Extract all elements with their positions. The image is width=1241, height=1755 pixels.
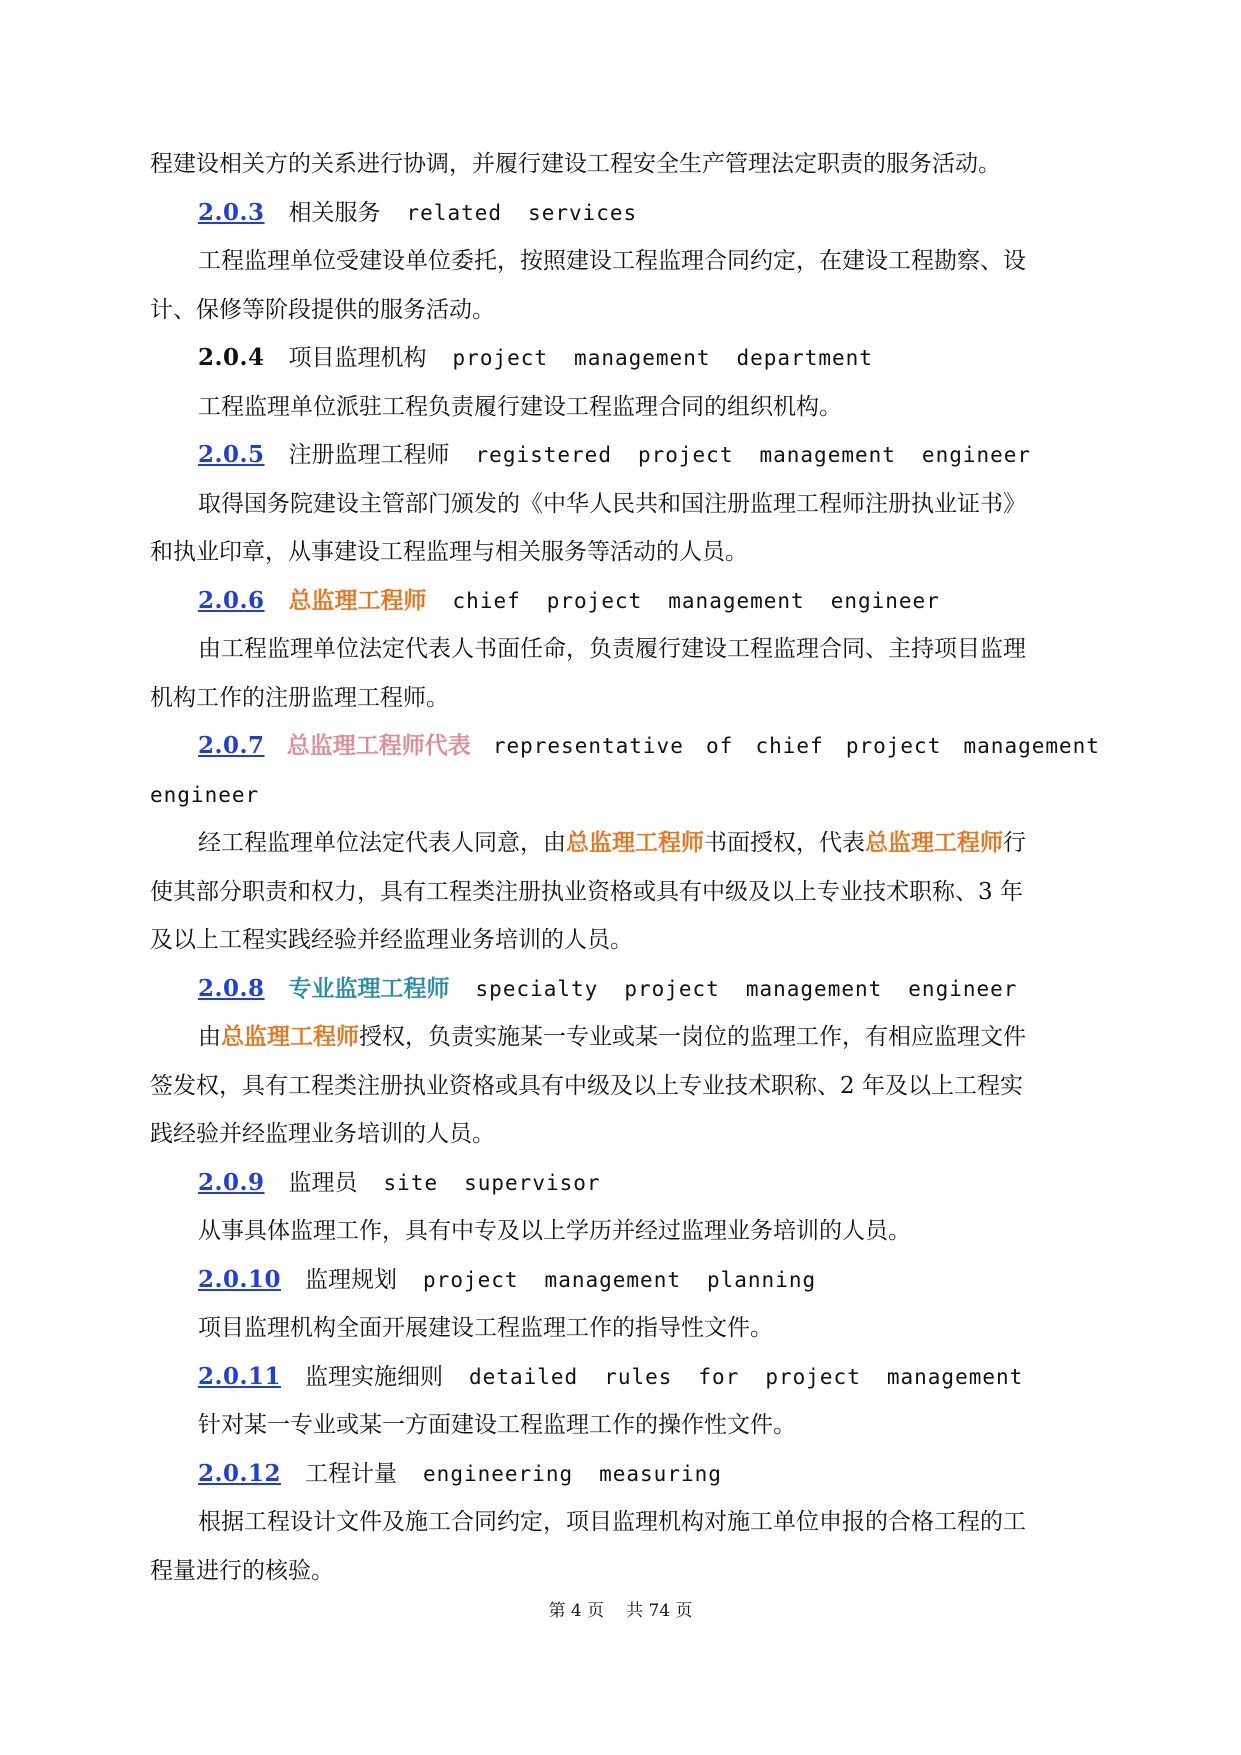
term-en: engineer (150, 782, 260, 807)
definition-text: 行 (1003, 830, 1026, 856)
term-en: engineer (921, 443, 1032, 467)
term-en: project (624, 976, 720, 1001)
clause-link-2-0-7[interactable]: 2.0.7 (198, 732, 265, 759)
term-en: project (765, 1364, 861, 1389)
page-footer (0, 1596, 1241, 1621)
term-reference[interactable]: 总监理工程师 (865, 830, 1003, 856)
term-zh: 相关服务 (288, 199, 381, 226)
page-total: 共 74 页 (626, 1601, 693, 1621)
term-en: management (759, 443, 896, 467)
clause-link-2-0-6[interactable]: 2.0.6 (198, 586, 265, 614)
document-body (150, 140, 1100, 1595)
term-zh: 监理实施细则 (305, 1363, 444, 1390)
definition-line (150, 819, 1100, 868)
entry-heading-2-0-4 (150, 334, 1100, 383)
term-en: rules (604, 1364, 673, 1389)
term-en: management (668, 588, 805, 613)
term-en: measuring (599, 1461, 722, 1486)
clause-link-2-0-9[interactable]: 2.0.9 (198, 1168, 265, 1196)
clause-link-2-0-5[interactable]: 2.0.5 (198, 441, 265, 468)
term-reference[interactable]: 总监理工程师 (566, 830, 704, 856)
term-en: registered (475, 443, 612, 467)
entry-heading-wrap (150, 771, 1100, 820)
term-en: project (423, 1267, 519, 1292)
definition-line: 根据工程设计文件及施工合同约定，项目监理机构对施工单位申报的合格工程的工 (198, 1509, 1026, 1535)
term-en: management (886, 1364, 1024, 1389)
term-zh-highlight[interactable]: 总监理工程师 (288, 587, 427, 614)
term-en: engineer (830, 588, 940, 613)
definition-line: 和执业印章，从事建设工程监理与相关服务等活动的人员。 (150, 539, 748, 565)
term-en: management (963, 734, 1100, 758)
term-en: planning (706, 1267, 817, 1292)
term-en: management (574, 346, 711, 370)
term-reference[interactable]: 总监理工程师 (221, 1024, 359, 1050)
entry-heading-2-0-6 (150, 577, 1100, 626)
term-en: engineering (423, 1461, 574, 1486)
definition-line: 工程监理单位派驻工程负责履行建设工程监理合同的组织机构。 (198, 393, 842, 420)
term-zh: 项目监理机构 (288, 345, 427, 371)
term-en: supervisor (464, 1170, 601, 1195)
term-en: site (383, 1170, 439, 1195)
clause-number-2-0-4: 2.0.4 (198, 344, 265, 371)
term-en: department (736, 346, 873, 370)
clause-link-2-0-8[interactable]: 2.0.8 (198, 974, 265, 1002)
entry-heading-2-0-3 (150, 189, 1100, 238)
definition-line: 计、保修等阶段提供的服务活动。 (150, 296, 495, 323)
definition-line: 从事具体监理工作，具有中专及以上学历并经过监理业务培训的人员。 (198, 1218, 911, 1244)
clause-link-2-0-3[interactable]: 2.0.3 (198, 198, 265, 226)
term-zh: 工程计量 (305, 1460, 398, 1487)
term-en: chief (755, 734, 824, 758)
clause-link-2-0-10[interactable]: 2.0.10 (198, 1265, 282, 1293)
term-en: management (745, 976, 883, 1001)
term-en: services (528, 200, 638, 225)
term-en: for (698, 1364, 740, 1389)
definition-line: 机构工作的注册监理工程师。 (150, 684, 449, 711)
definition-line: 签发权，具有工程类注册执业资格或具有中级及以上专业技术职称、2 年及以上工程实 (150, 1072, 1023, 1099)
definition-line: 程建设相关方的关系进行协调，并履行建设工程安全生产管理法定职责的服务活动。 (150, 151, 1001, 177)
term-en: project (452, 346, 549, 370)
entry-heading-2-0-8 (150, 965, 1100, 1014)
page-number: 第 4 页 (548, 1601, 605, 1621)
entry-heading-2-0-9 (150, 1159, 1100, 1208)
term-en: specialty (475, 976, 599, 1001)
term-zh: 注册监理工程师 (288, 442, 450, 468)
term-zh: 监理员 (288, 1169, 358, 1196)
definition-text: 授权，负责实施某一专业或某一岗位的监理工作，有相应监理文件 (359, 1024, 1026, 1050)
entry-heading-2-0-5 (150, 431, 1100, 480)
definition-line: 由工程监理单位法定代表人书面任命，负责履行建设工程监理合同、主持项目监理 (198, 636, 1026, 662)
entry-heading-2-0-10 (150, 1256, 1100, 1305)
definition-line: 践经验并经监理业务培训的人员。 (150, 1121, 495, 1147)
term-en: of (706, 734, 734, 758)
clause-link-2-0-11[interactable]: 2.0.11 (198, 1362, 282, 1390)
term-en: chief (452, 588, 521, 613)
term-en: representative (492, 734, 684, 758)
term-en: engineer (908, 976, 1018, 1001)
definition-text: 书面授权，代表 (704, 830, 865, 856)
term-en: management (544, 1267, 681, 1292)
definition-line: 项目监理机构全面开展建设工程监理工作的指导性文件。 (198, 1315, 773, 1341)
term-zh-highlight[interactable]: 总监理工程师代表 (286, 733, 471, 759)
definition-text: 经工程监理单位法定代表人同意，由 (198, 830, 566, 856)
term-en: project (546, 588, 643, 613)
term-zh: 监理规划 (305, 1266, 398, 1293)
entry-heading-2-0-12 (150, 1450, 1100, 1499)
definition-line: 工程监理单位受建设单位委托，按照建设工程监理合同约定，在建设工程勘察、设 (198, 248, 1026, 274)
term-en: project (845, 734, 942, 758)
definition-line: 及以上工程实践经验并经监理业务培训的人员。 (150, 927, 633, 953)
entry-heading-2-0-11 (150, 1353, 1100, 1402)
definition-line: 使其部分职责和权力，具有工程类注册执业资格或具有中级及以上专业技术职称、3 年 (150, 878, 1023, 905)
definition-line: 取得国务院建设主管部门颁发的《中华人民共和国注册监理工程师注册执业证书》 (198, 490, 1026, 517)
definition-line (150, 1013, 1100, 1062)
definition-line: 程量进行的核验。 (150, 1557, 334, 1584)
entry-heading-2-0-7 (150, 722, 1100, 771)
term-en: related (406, 200, 503, 225)
term-zh-highlight[interactable]: 专业监理工程师 (288, 975, 450, 1002)
term-en: project (637, 443, 734, 467)
definition-line: 针对某一专业或某一方面建设工程监理工作的操作性文件。 (198, 1412, 796, 1438)
definition-text: 由 (198, 1024, 221, 1050)
term-en: detailed (469, 1364, 579, 1389)
clause-link-2-0-12[interactable]: 2.0.12 (198, 1459, 282, 1487)
